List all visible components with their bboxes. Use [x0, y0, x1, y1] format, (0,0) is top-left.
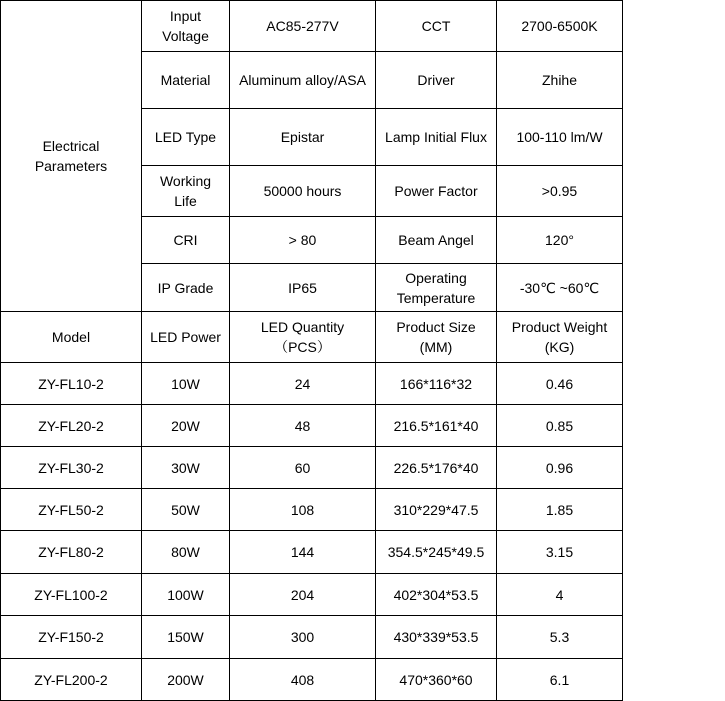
model-cell: ZY-FL20-2: [1, 405, 142, 447]
param-label: LED Type: [142, 109, 230, 166]
weight-cell: 5.3: [497, 616, 623, 659]
param-label: Beam Angel: [376, 217, 497, 264]
header-model: Model: [1, 312, 142, 363]
power-cell: 20W: [142, 405, 230, 447]
param-label: Power Factor: [376, 166, 497, 217]
param-value: 100-110 lm/W: [497, 109, 623, 166]
quantity-cell: 204: [230, 574, 376, 616]
param-label: Input Voltage: [142, 1, 230, 52]
param-value: Zhihe: [497, 52, 623, 109]
param-label: Material: [142, 52, 230, 109]
param-label: Lamp Initial Flux: [376, 109, 497, 166]
param-label: IP Grade: [142, 264, 230, 312]
table-row: [1, 447, 623, 489]
param-value: Aluminum alloy/ASA: [230, 52, 376, 109]
model-cell: ZY-FL10-2: [1, 363, 142, 405]
size-cell: 310*229*47.5: [376, 489, 497, 531]
model-cell: ZY-FL30-2: [1, 447, 142, 489]
param-value: AC85-277V: [230, 1, 376, 52]
param-label: Operating Temperature: [376, 264, 497, 312]
model-header-row: [1, 312, 623, 363]
table-row: [1, 574, 623, 616]
weight-cell: 1.85: [497, 489, 623, 531]
model-cell: ZY-F150-2: [1, 616, 142, 659]
quantity-cell: 408: [230, 659, 376, 701]
param-value: Epistar: [230, 109, 376, 166]
param-row-input-voltage: [1, 1, 623, 52]
weight-cell: 0.96: [497, 447, 623, 489]
header-led-quantity: LED Quantity （PCS）: [230, 312, 376, 363]
power-cell: 10W: [142, 363, 230, 405]
quantity-cell: 108: [230, 489, 376, 531]
param-label: Driver: [376, 52, 497, 109]
param-value: IP65: [230, 264, 376, 312]
power-cell: 150W: [142, 616, 230, 659]
power-cell: 50W: [142, 489, 230, 531]
size-cell: 402*304*53.5: [376, 574, 497, 616]
power-cell: 200W: [142, 659, 230, 701]
model-cell: ZY-FL200-2: [1, 659, 142, 701]
electrical-parameters-label: Electrical Parameters: [1, 1, 142, 312]
size-cell: 226.5*176*40: [376, 447, 497, 489]
header-led-power: LED Power: [142, 312, 230, 363]
weight-cell: 0.46: [497, 363, 623, 405]
table-row: [1, 659, 623, 701]
weight-cell: 3.15: [497, 531, 623, 574]
weight-cell: 4: [497, 574, 623, 616]
table-row: [1, 405, 623, 447]
power-cell: 80W: [142, 531, 230, 574]
model-cell: ZY-FL100-2: [1, 574, 142, 616]
weight-cell: 6.1: [497, 659, 623, 701]
header-product-weight: Product Weight (KG): [497, 312, 623, 363]
param-value: -30℃ ~60℃: [497, 264, 623, 312]
param-label: Working Life: [142, 166, 230, 217]
param-label: CCT: [376, 1, 497, 52]
weight-cell: 0.85: [497, 405, 623, 447]
table-row: [1, 489, 623, 531]
power-cell: 100W: [142, 574, 230, 616]
table-row: [1, 363, 623, 405]
quantity-cell: 300: [230, 616, 376, 659]
param-label: CRI: [142, 217, 230, 264]
size-cell: 470*360*60: [376, 659, 497, 701]
param-value: 50000 hours: [230, 166, 376, 217]
quantity-cell: 60: [230, 447, 376, 489]
param-value: 2700-6500K: [497, 1, 623, 52]
size-cell: 430*339*53.5: [376, 616, 497, 659]
quantity-cell: 24: [230, 363, 376, 405]
header-product-size: Product Size (MM): [376, 312, 497, 363]
quantity-cell: 144: [230, 531, 376, 574]
model-cell: ZY-FL80-2: [1, 531, 142, 574]
param-value: >0.95: [497, 166, 623, 217]
param-value: > 80: [230, 217, 376, 264]
size-cell: 354.5*245*49.5: [376, 531, 497, 574]
table-row: [1, 616, 623, 659]
power-cell: 30W: [142, 447, 230, 489]
model-cell: ZY-FL50-2: [1, 489, 142, 531]
size-cell: 166*116*32: [376, 363, 497, 405]
param-value: 120°: [497, 217, 623, 264]
table-row: [1, 531, 623, 574]
size-cell: 216.5*161*40: [376, 405, 497, 447]
quantity-cell: 48: [230, 405, 376, 447]
